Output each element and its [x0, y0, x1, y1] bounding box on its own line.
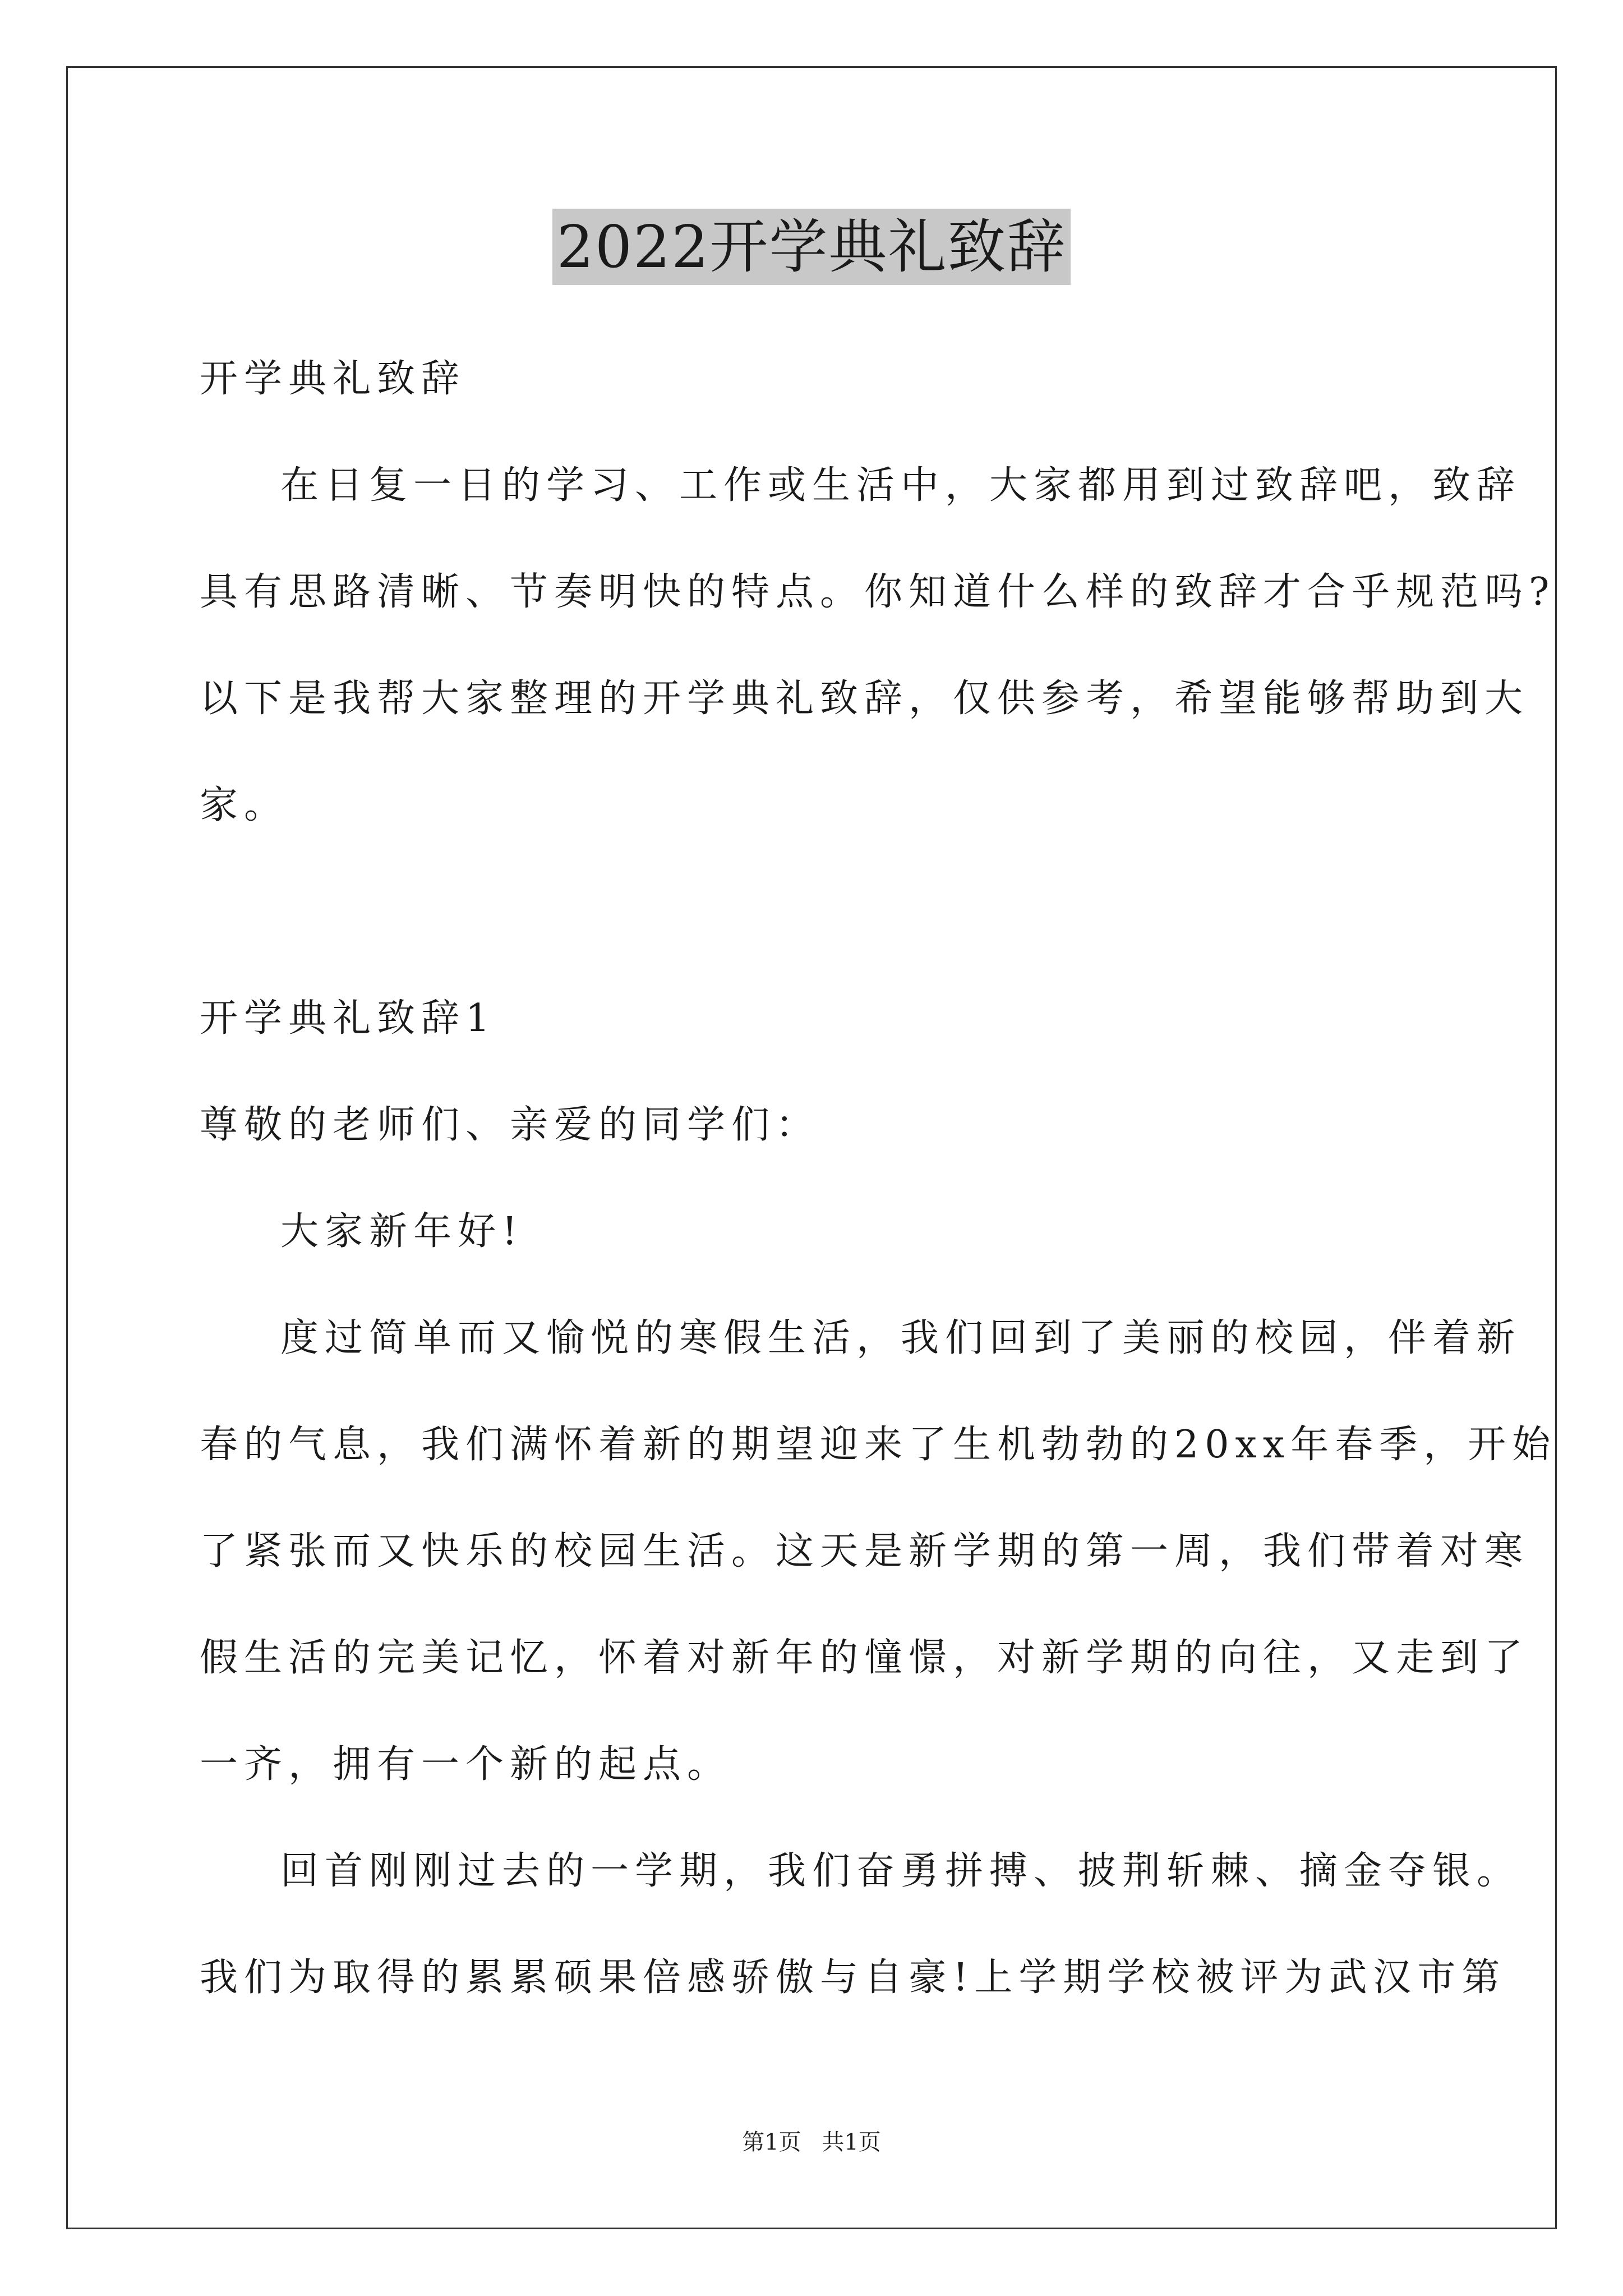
section-heading: 开学典礼致辞1 — [200, 996, 496, 1041]
paragraph-line: 度过简单而又愉悦的寒假生活，我们回到了美丽的校园，伴着新 — [280, 1316, 1521, 1360]
greeting: 大家新年好! — [280, 1209, 524, 1254]
paragraph-line: 我们为取得的累累硕果倍感骄傲与自豪!上学期学校被评为武汉市第 — [200, 1955, 1506, 2000]
paragraph-line: 春的气息，我们满怀着新的期望迎来了生机勃勃的20xx年春季，开始 — [200, 1423, 1557, 1467]
document-title: 2022开学典礼致辞 — [552, 209, 1071, 285]
page-number: 第1页 — [742, 2129, 801, 2155]
page-footer — [0, 2128, 1623, 2156]
paragraph-line: 一齐，拥有一个新的起点。 — [200, 1742, 732, 1787]
salutation: 尊敬的老师们、亲爱的同学们： — [200, 1103, 820, 1147]
paragraph-line: 具有思路清晰、节奏明快的特点。你知道什么样的致辞才合乎规范吗? — [200, 570, 1556, 614]
paragraph-line: 假生活的完美记忆，怀着对新年的憧憬，对新学期的向往，又走到了 — [200, 1636, 1529, 1680]
paragraph-line: 回首刚刚过去的一学期，我们奋勇拼搏、披荆斩棘、摘金夺银。 — [280, 1849, 1521, 1893]
paragraph-line: 了紧张而又快乐的校园生活。这天是新学期的第一周，我们带着对寒 — [200, 1529, 1529, 1573]
section-heading: 开学典礼致辞 — [200, 357, 466, 401]
title-container — [0, 209, 1623, 285]
paragraph-line: 家。 — [200, 783, 289, 827]
paragraph-line: 以下是我帮大家整理的开学典礼致辞，仅供参考，希望能够帮助到大 — [200, 677, 1529, 721]
page-total: 共1页 — [822, 2129, 881, 2155]
paragraph-line: 在日复一日的学习、工作或生活中，大家都用到过致辞吧，致辞 — [280, 463, 1521, 508]
